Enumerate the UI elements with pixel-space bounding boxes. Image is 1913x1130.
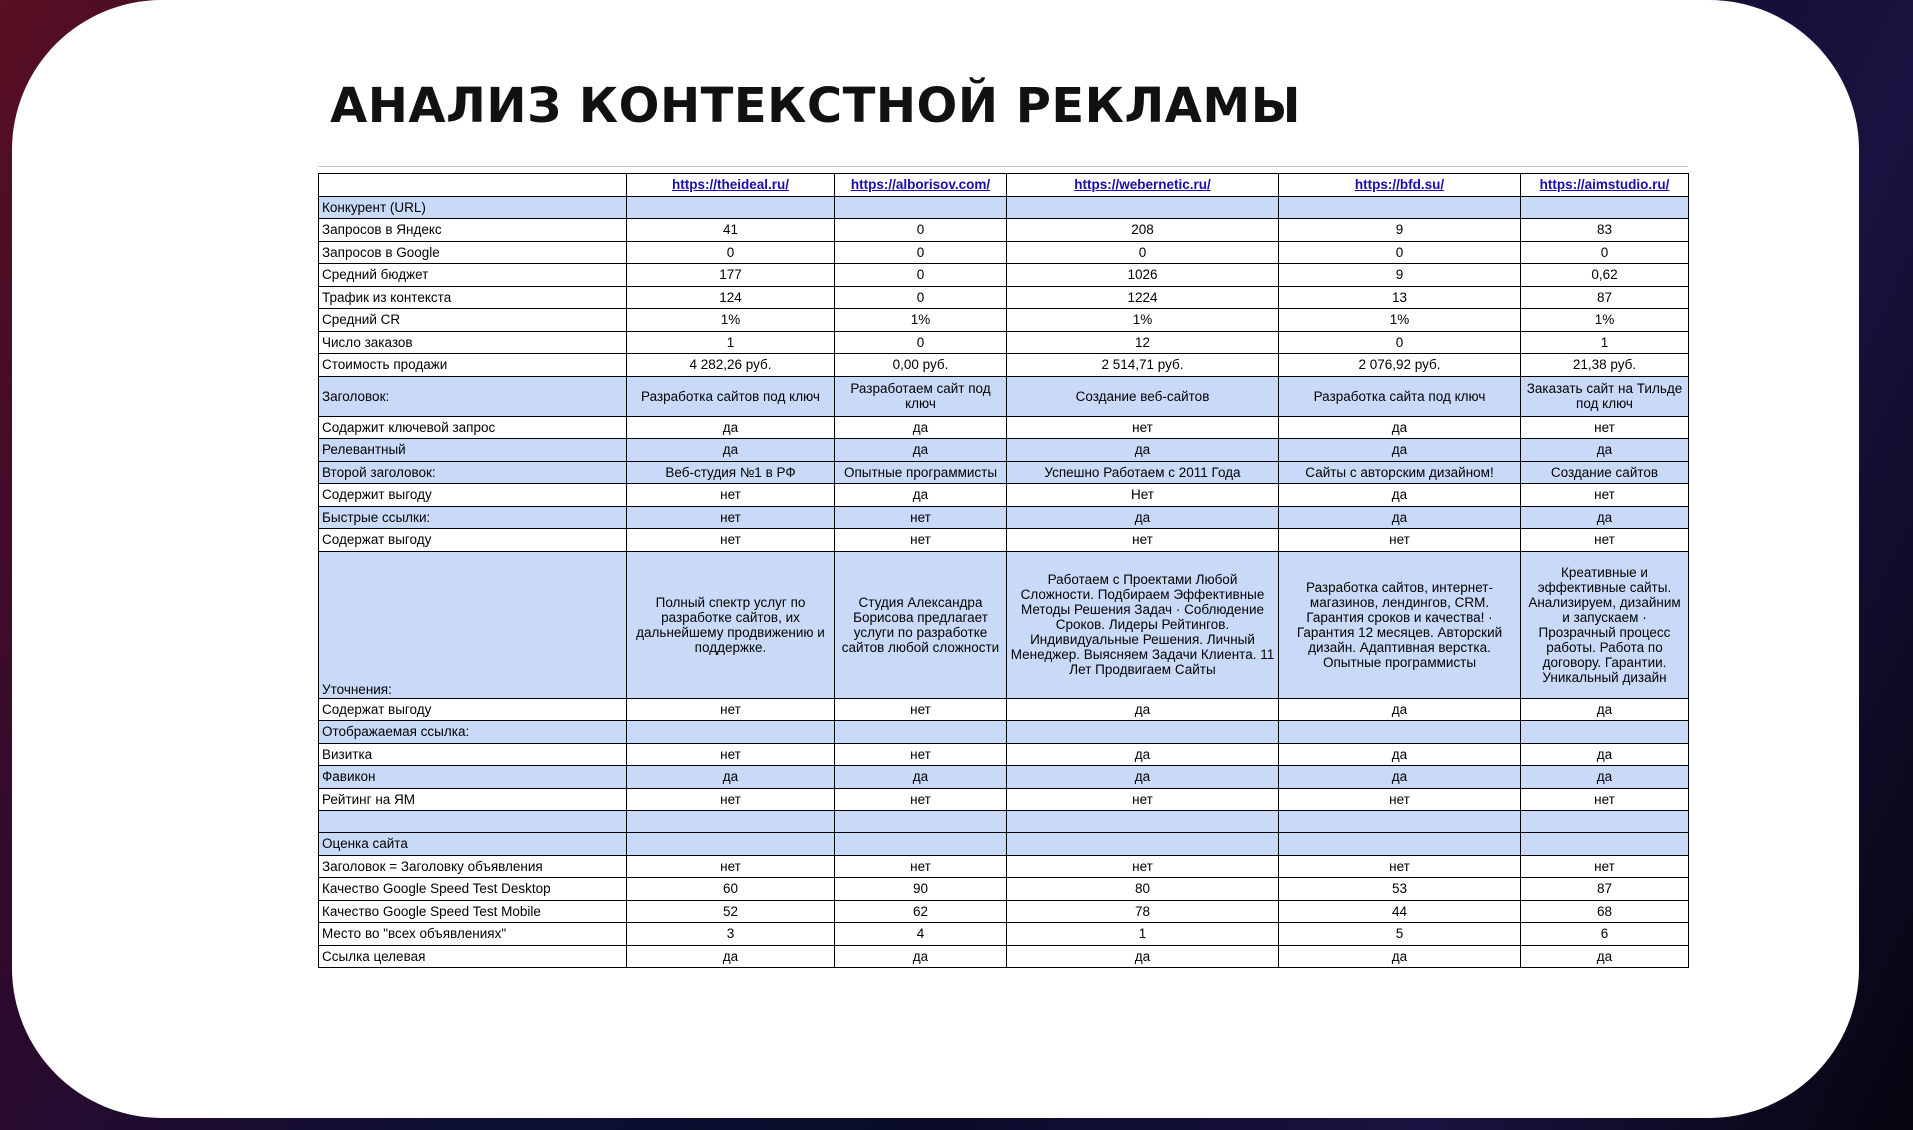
table-cell: да — [1007, 743, 1279, 766]
row-label: Релевантный — [319, 439, 627, 462]
table-cell: да — [1279, 766, 1521, 789]
table-row — [319, 551, 1689, 698]
table-cell: нет — [627, 529, 835, 552]
table-cell — [1521, 833, 1689, 856]
row-label: Оценка сайта — [319, 833, 627, 856]
table-header-row — [319, 174, 1689, 197]
table-cell: 21,38 руб. — [1521, 354, 1689, 377]
table-row — [319, 721, 1689, 744]
table-cell: 60 — [627, 878, 835, 901]
competitor-link[interactable]: https://webernetic.ru/ — [1007, 174, 1279, 197]
table-cell: Нет — [1007, 484, 1279, 507]
table-row — [319, 833, 1689, 856]
table-cell: да — [835, 439, 1007, 462]
table-cell: нет — [1007, 855, 1279, 878]
table-cell: Полный спектр услуг по разработке сайтов, их дальнейшему продвижению и поддержке. — [627, 551, 835, 698]
table-row — [319, 241, 1689, 264]
row-label: Средний CR — [319, 309, 627, 332]
table-row — [319, 416, 1689, 439]
table-cell: да — [1279, 743, 1521, 766]
table-cell: 90 — [835, 878, 1007, 901]
table-cell: 1 — [627, 331, 835, 354]
row-label — [319, 811, 627, 833]
table-row — [319, 923, 1689, 946]
table-cell: 1% — [1279, 309, 1521, 332]
table-cell: да — [1521, 439, 1689, 462]
table-cell: нет — [1521, 529, 1689, 552]
table-cell: 1224 — [1007, 286, 1279, 309]
table-cell: да — [1279, 698, 1521, 721]
table-cell: да — [835, 484, 1007, 507]
table-cell: 1 — [1521, 331, 1689, 354]
row-label: Конкурент (URL) — [319, 196, 627, 219]
table-cell: 4 282,26 руб. — [627, 354, 835, 377]
table-cell: да — [835, 945, 1007, 968]
table-cell — [835, 811, 1007, 833]
table-cell: 208 — [1007, 219, 1279, 242]
row-label: Запросов в Google — [319, 241, 627, 264]
table-row — [319, 698, 1689, 721]
competitor-link[interactable]: https://bfd.su/ — [1279, 174, 1521, 197]
table-cell: Успешно Работаем с 2011 Года — [1007, 461, 1279, 484]
table-cell: да — [1279, 484, 1521, 507]
table-cell: да — [627, 439, 835, 462]
table-cell: 1% — [835, 309, 1007, 332]
row-label: Запросов в Яндекс — [319, 219, 627, 242]
row-label: Место во "всех объявлениях" — [319, 923, 627, 946]
table-cell: Работаем с Проектами Любой Сложности. Подбираем Эффективные Методы Решения Задач · Соблюдение Сроков. Лидеры Рейтингов. Индивидуальные Решения. Личный Менеджер. Выясняем Задачи Клиента. 11 Лет Продвигаем Сайты — [1007, 551, 1279, 698]
table-cell: 0 — [835, 241, 1007, 264]
table-cell — [1279, 196, 1521, 219]
row-label: Трафик из контекста — [319, 286, 627, 309]
competitor-link[interactable]: https://theideal.ru/ — [627, 174, 835, 197]
table-row — [319, 900, 1689, 923]
table-cell: 87 — [1521, 878, 1689, 901]
table-row — [319, 461, 1689, 484]
table-row — [319, 196, 1689, 219]
table-cell — [627, 811, 835, 833]
table-cell: 1 — [1007, 923, 1279, 946]
table-cell: да — [835, 416, 1007, 439]
table-cell: 52 — [627, 900, 835, 923]
table-cell — [835, 833, 1007, 856]
table-cell: Разработка сайта под ключ — [1279, 376, 1521, 416]
table-row — [319, 506, 1689, 529]
table-cell: 124 — [627, 286, 835, 309]
table-cell: 68 — [1521, 900, 1689, 923]
row-label: Средний бюджет — [319, 264, 627, 287]
row-label: Визитка — [319, 743, 627, 766]
row-label: Содержат выгоду — [319, 529, 627, 552]
table-cell: 9 — [1279, 264, 1521, 287]
table-cell: 87 — [1521, 286, 1689, 309]
table-cell: да — [1279, 439, 1521, 462]
table-cell: нет — [835, 506, 1007, 529]
table-cell: 1% — [627, 309, 835, 332]
table-cell: нет — [1279, 855, 1521, 878]
table-cell: 1% — [1007, 309, 1279, 332]
table-cell: нет — [1007, 416, 1279, 439]
table-cell: Сайты с авторским дизайном! — [1279, 461, 1521, 484]
row-label: Качество Google Speed Test Desktop — [319, 878, 627, 901]
table-row — [319, 878, 1689, 901]
table-cell: нет — [627, 698, 835, 721]
row-label: Качество Google Speed Test Mobile — [319, 900, 627, 923]
table-cell — [1007, 833, 1279, 856]
table-cell: Разработка сайтов, интернет-магазинов, лендингов, CRM. Гарантия сроков и качества! · Гарантия 12 месяцев. Авторский дизайн. Адаптивная верстка. Опытные программисты — [1279, 551, 1521, 698]
table-cell — [1521, 721, 1689, 744]
row-label: Содаржит ключевой запрос — [319, 416, 627, 439]
table-cell: да — [1279, 506, 1521, 529]
row-label: Содержат выгоду — [319, 698, 627, 721]
table-cell: 6 — [1521, 923, 1689, 946]
table-cell — [627, 833, 835, 856]
table-cell: 2 076,92 руб. — [1279, 354, 1521, 377]
table-cell: да — [1521, 766, 1689, 789]
table-cell: 0,00 руб. — [835, 354, 1007, 377]
header-corner-cell — [319, 174, 627, 197]
table-cell — [835, 196, 1007, 219]
table-cell: Создание сайтов — [1521, 461, 1689, 484]
table-cell: 9 — [1279, 219, 1521, 242]
table-row — [319, 811, 1689, 833]
table-cell: 83 — [1521, 219, 1689, 242]
table-cell: Заказать сайт на Тильде под ключ — [1521, 376, 1689, 416]
row-label: Уточнения: — [319, 551, 627, 698]
table-cell: 0,62 — [1521, 264, 1689, 287]
table-cell: нет — [835, 855, 1007, 878]
table-row — [319, 286, 1689, 309]
table-cell: да — [1279, 945, 1521, 968]
table-cell: да — [627, 416, 835, 439]
table-cell — [1279, 721, 1521, 744]
table-cell: Разработаем сайт под ключ — [835, 376, 1007, 416]
table-cell: Создание веб-сайтов — [1007, 376, 1279, 416]
table-cell — [1007, 811, 1279, 833]
table-cell: 53 — [1279, 878, 1521, 901]
table-cell: Студия Александра Борисова предлагает услуги по разработке сайтов любой сложности — [835, 551, 1007, 698]
row-label: Заголовок = Заголовку объявления — [319, 855, 627, 878]
table-cell: да — [1279, 416, 1521, 439]
table-cell: нет — [627, 506, 835, 529]
table-cell: да — [1007, 766, 1279, 789]
table-cell: нет — [1521, 855, 1689, 878]
row-label: Число заказов — [319, 331, 627, 354]
table-cell: нет — [627, 484, 835, 507]
table-cell — [1007, 721, 1279, 744]
row-label: Стоимость продажи — [319, 354, 627, 377]
table-cell: 1% — [1521, 309, 1689, 332]
table-cell: 0 — [627, 241, 835, 264]
table-cell: да — [1521, 945, 1689, 968]
table-cell — [1007, 196, 1279, 219]
table-cell: да — [627, 766, 835, 789]
row-label: Заголовок: — [319, 376, 627, 416]
table-cell: да — [1007, 439, 1279, 462]
table-row — [319, 376, 1689, 416]
table-cell — [627, 721, 835, 744]
table-cell: 44 — [1279, 900, 1521, 923]
table-cell — [835, 721, 1007, 744]
table-cell: да — [1521, 506, 1689, 529]
table-row — [319, 529, 1689, 552]
table-cell: 177 — [627, 264, 835, 287]
table-row — [319, 945, 1689, 968]
table-row — [319, 766, 1689, 789]
row-label: Фавикон — [319, 766, 627, 789]
table-cell: 2 514,71 руб. — [1007, 354, 1279, 377]
table-cell: 0 — [835, 331, 1007, 354]
row-label: Отображаемая ссылка: — [319, 721, 627, 744]
table-cell — [1521, 196, 1689, 219]
table-row — [319, 788, 1689, 811]
table-cell: да — [835, 766, 1007, 789]
competitor-link[interactable]: https://alborisov.com/ — [835, 174, 1007, 197]
table-cell: нет — [627, 743, 835, 766]
slide-card — [12, 0, 1859, 1118]
row-label: Второй заголовок: — [319, 461, 627, 484]
table-cell: нет — [835, 698, 1007, 721]
table-row — [319, 484, 1689, 507]
table-cell — [1521, 811, 1689, 833]
table-cell: нет — [1521, 416, 1689, 439]
table-cell: да — [1521, 698, 1689, 721]
table-cell: 0 — [1279, 331, 1521, 354]
table-cell: Креативные и эффективные сайты. Анализируем, дизайним и запускаем · Прозрачный процесс работы. Работа по договору. Гарантии. Уникальный дизайн — [1521, 551, 1689, 698]
table-row — [319, 309, 1689, 332]
table-row — [319, 354, 1689, 377]
row-label: Быстрые ссылки: — [319, 506, 627, 529]
table-cell: нет — [627, 855, 835, 878]
table-cell: 5 — [1279, 923, 1521, 946]
table-cell: нет — [627, 788, 835, 811]
page-title: АНАЛИЗ КОНТЕКСТНОЙ РЕКЛАМЫ — [330, 78, 1301, 134]
table-row — [319, 855, 1689, 878]
row-label: Рейтинг на ЯМ — [319, 788, 627, 811]
table-cell: 13 — [1279, 286, 1521, 309]
table-cell: да — [627, 945, 835, 968]
table-cell: нет — [1279, 529, 1521, 552]
table-cell: 0 — [835, 286, 1007, 309]
competitor-link[interactable]: https://aimstudio.ru/ — [1521, 174, 1689, 197]
table-cell — [1279, 833, 1521, 856]
row-label: Ссылка целевая — [319, 945, 627, 968]
table-cell — [627, 196, 835, 219]
table-cell: 12 — [1007, 331, 1279, 354]
table-cell: 0 — [1279, 241, 1521, 264]
table-cell: 41 — [627, 219, 835, 242]
table-cell: нет — [1521, 484, 1689, 507]
table-cell: да — [1007, 698, 1279, 721]
table-row — [319, 743, 1689, 766]
table-cell: 1026 — [1007, 264, 1279, 287]
row-label: Содержит выгоду — [319, 484, 627, 507]
table-cell: 4 — [835, 923, 1007, 946]
table-row — [319, 264, 1689, 287]
table-cell: нет — [1007, 529, 1279, 552]
table-cell: 0 — [835, 219, 1007, 242]
table-cell: 80 — [1007, 878, 1279, 901]
table-row — [319, 439, 1689, 462]
table-cell: нет — [1521, 788, 1689, 811]
table-cell: нет — [835, 743, 1007, 766]
table-cell: Разработка сайтов под ключ — [627, 376, 835, 416]
table-cell: нет — [1279, 788, 1521, 811]
table-cell — [1279, 811, 1521, 833]
analysis-table — [318, 173, 1689, 968]
table-cell: Опытные программисты — [835, 461, 1007, 484]
table-cell: 62 — [835, 900, 1007, 923]
table-row — [319, 219, 1689, 242]
table-cell: нет — [835, 529, 1007, 552]
table-row — [319, 331, 1689, 354]
table-cell: нет — [1007, 788, 1279, 811]
table-cell: Веб-студия №1 в РФ — [627, 461, 835, 484]
table-cell: да — [1521, 743, 1689, 766]
table-cell: 0 — [1007, 241, 1279, 264]
table-cell: 78 — [1007, 900, 1279, 923]
table-cell: 0 — [1521, 241, 1689, 264]
table-cell: да — [1007, 506, 1279, 529]
table-cell: нет — [835, 788, 1007, 811]
table-cell: 3 — [627, 923, 835, 946]
table-cell: 0 — [835, 264, 1007, 287]
table-cell: да — [1007, 945, 1279, 968]
spreadsheet — [318, 166, 1688, 968]
